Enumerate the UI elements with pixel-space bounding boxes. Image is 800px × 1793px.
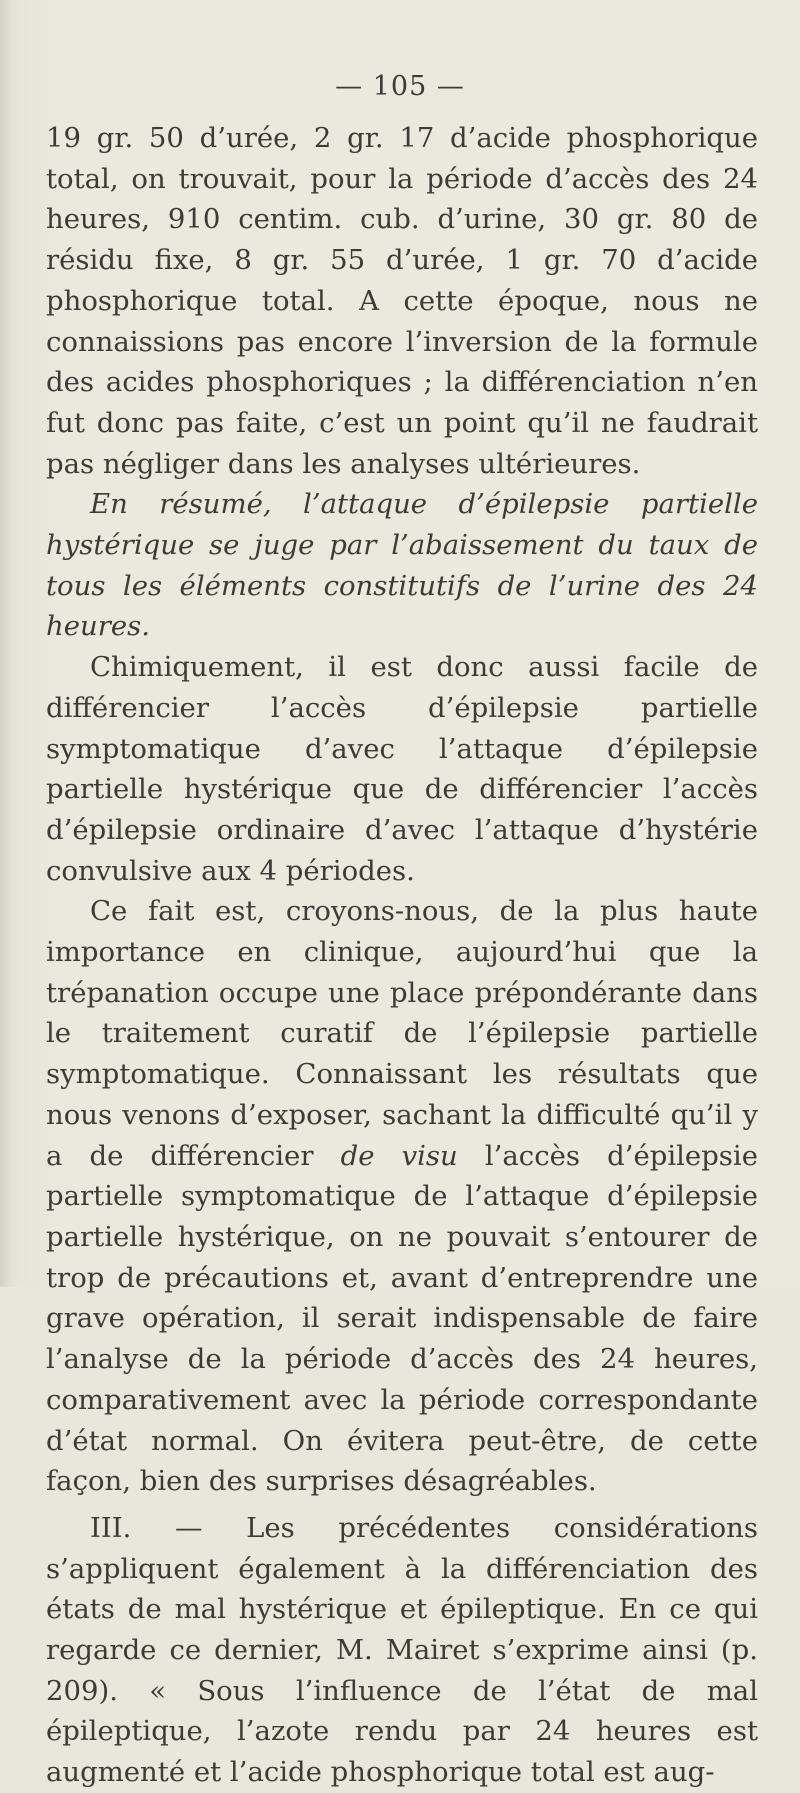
page-number: — 105 — <box>335 71 465 102</box>
de-visu-italic: de visu <box>340 1139 458 1172</box>
paragraph-1: 19 gr. 50 d’urée, 2 gr. 17 d’acide phosphorique total, on trouvait, pour la période d’accès des 24 heures, 910 centim. cub. d’urine, 30 gr. 80 de résidu fixe, 8 gr. 55 d’urée, 1 gr. 70 d’acide phosphorique total. A cette époque, nous ne connaissions pas encore l’inversion de la formule des acides phosphoriques ; la différenciation n’en fut donc pas faite, c’est un point qu’il ne faudrait pas négliger dans les analyses ultérieures. <box>46 122 758 480</box>
paragraph-3: Chimiquement, il est donc aussi facile de différencier l’accès d’épilepsie partielle symptomatique d’avec l’attaque d’épilepsie partielle hystérique que de différencier l’accès d’épilepsie ordinaire d’avec l’attaque d’hystérie convulsive aux 4 périodes. <box>46 651 758 887</box>
paragraph-4-part-a: Ce fait est, croyons-nous, de la plus haute importance en clinique, aujourd’hui que la trépanation occupe une place prépondérante dans le traitement curatif de l’épilepsie partielle symptomatique. Connaissant les résultats que nous venons d’exposer, sachant la difficulté qu’il y a de différencier <box>46 895 758 1172</box>
paragraph-2-summary <box>46 484 758 647</box>
summary-italic: En résumé, l’attaque d’épilepsie partielle hystérique se juge par l’abaissement du taux de tous les éléments constitutifs de l’urine des 24 heures. <box>46 488 758 643</box>
paragraph-4-part-b: l’accès d’épilepsie partielle symptomatique de l’attaque d’épilepsie partielle hystérique, on ne pouvait s’entourer de trop de précautions et, avant d’entreprendre une grave opération, il serait indispensable de faire l’analyse de la période d’accès des 24 heures, comparativement avec la période correspondante d’état normal. On évitera peut-être, de cette façon, bien des surprises désagréables. <box>46 1139 758 1498</box>
paragraph-4 <box>46 891 758 1502</box>
body-text <box>46 118 758 1793</box>
paragraph-5: III. — Les précédentes considérations s’appliquent également à la différenciation des états de mal hystérique et épileptique. En ce qui regarde ce dernier, M. Mairet s’exprime ainsi (p. 209). « Sous l’influence de l’état de mal épileptique, l’azote rendu par 24 heures est augmenté et l’acide phosphorique total est aug- <box>46 1511 758 1789</box>
